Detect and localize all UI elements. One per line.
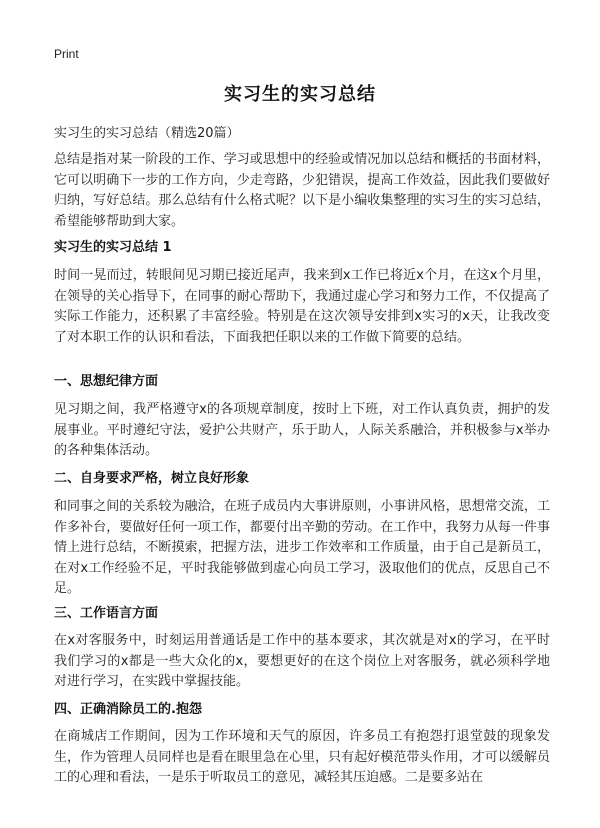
part-heading-3: 三、工作语言方面 [54, 606, 159, 621]
section-heading: 实习生的实习总结 1 [54, 240, 172, 255]
document-title: 实习生的实习总结 [224, 84, 376, 105]
part-paragraph-1: 见习期之间，我严格遵守x的各项规章制度，按时上下班，对工作认真负责，拥护的发展事业。平时遵纪守法，爱护公共财产，乐于助人，人际关系融洽，并积极参与x举办的各种集体活动。 [54, 402, 550, 458]
part-paragraph-2: 和同事之间的关系较为融洽，在班子成员内大事讲原则，小事讲风格，思想常交流，工作多补台，要做好任何一项工作，都要付出辛勤的劳动。在工作中，我努力从每一件事情上进行总结，不断摸索，把握方法，进步工作效率和工作质量，由于自己是新员工，在对x工作经验不足，平时我能够做到虚心向员工学习，汲取他们的优点，反思自己不足。 [54, 499, 550, 596]
part-heading-4: 四、正确消除员工的.抱怨 [54, 702, 202, 717]
part-paragraph-4: 在商城店工作期间，因为工作环境和天气的原因，许多员工有抱怨打退堂鼓的现象发生，作为管理人员同样也是看在眼里急在心里，只有起好模范带头作用，才可以缓解员工的心理和看法，一是乐于听取员工的意见，减轻其压迫感。二是要多站在 [54, 729, 550, 785]
section-intro-paragraph: 时间一晃而过，转眼间见习期已接近尾声，我来到x工作已将近x个月，在这x个月里，在领导的关心指导下，在同事的耐心帮助下，我通过虚心学习和努力工作，不仅提高了实际工作能力，还积累了丰富经验。特别是在这次领导安排到x实习的x天，让我改变了对本职工作的认识和看法，下面我把任职以来的工作做下简要的总结。 [54, 268, 550, 345]
part-heading-1: 一、思想纪律方面 [54, 374, 159, 389]
part-heading-2: 二、自身要求严格，树立良好形象 [54, 471, 250, 486]
document-subtitle: 实习生的实习总结（精选20篇） [54, 126, 240, 141]
part-paragraph-3: 在x对客服务中，时刻运用普通话是工作中的基本要求，其次就是对x的学习，在平时我们学习的x都是一些大众化的x，要想更好的在这个岗位上对客服务，就必须科学地对进行学习，在实践中掌握技能。 [54, 633, 550, 689]
print-link[interactable]: Print [54, 47, 79, 61]
intro-paragraph: 总结是指对某一阶段的工作、学习或思想中的经验或情况加以总结和概括的书面材料，它可以明确下一步的工作方向，少走弯路，少犯错误，提高工作效益，因此我们要做好归纳，写好总结。那么总结有什么格式呢？以下是小编收集整理的实习生的实习总结，希望能够帮助到大家。 [54, 152, 550, 229]
